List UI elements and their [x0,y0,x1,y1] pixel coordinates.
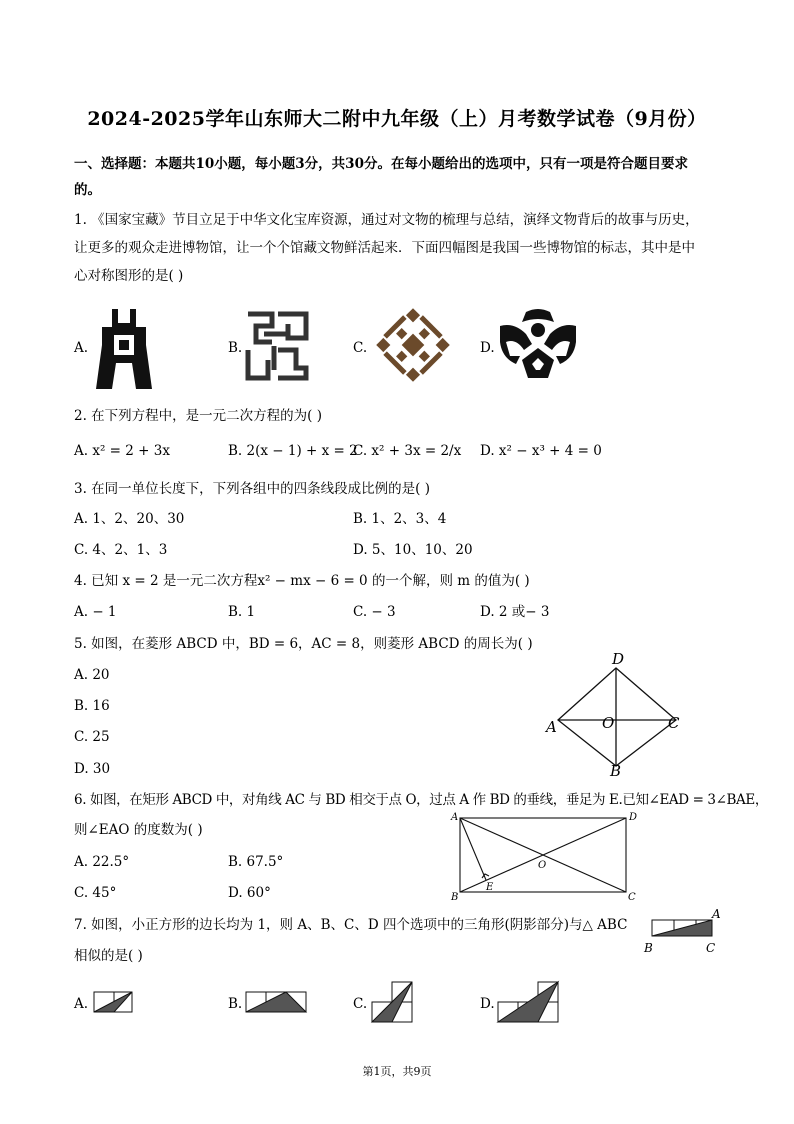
q7-line1: 7. 如图，小正方形的边长均为 1，则 A、B、C、D 四个选项中的三角形(阴影部分)与△ ABC [74,917,628,933]
q2-stem: 2. 在下列方程中，是一元二次方程的为( ) [74,408,322,424]
rect-label-d: D [629,812,638,823]
q6-option-b: B. 67.5° [228,854,284,870]
q1-option-c-label: C. [353,340,368,356]
q1-line2: 让更多的观众走进博物馆，让一个个馆藏文物鲜活起来．下面四幅图是我国一些博物馆的标志，其中是中 [74,240,695,256]
q6-option-a: A. 22.5° [74,854,130,870]
q6-option-d: D. 60° [228,885,271,901]
q5-stem: 5. 如图，在菱形 ABCD 中，BD = 6，AC = 8，则菱形 ABCD 的周长为( ) [74,636,533,652]
museum-logo-d-icon [496,308,580,380]
rhombus-figure [544,650,694,780]
rect-label-b: B [451,892,459,903]
q7-figure-d [498,982,562,1024]
q2-option-c: C. x² + 3x = 2/x [353,443,462,459]
section-heading-cont: 的。 [74,182,101,198]
q3-option-b: B. 1、2、3、4 [353,511,447,527]
museum-logo-a-icon [92,305,156,393]
q5-option-a: A. 20 [74,667,110,683]
q5-option-b: B. 16 [74,698,110,714]
q6-line1: 6. 如图，在矩形 ABCD 中，对角线 AC 与 BD 相交于点 O，过点 A 作 BD 的垂线，垂足为 E.已知∠EAD = 3∠BAE， [74,792,768,808]
abc-label-b: B [644,941,653,955]
q4-option-c: C. − 3 [353,604,396,620]
abc-label-a: A [712,907,721,921]
q7-option-d: D. [480,996,495,1012]
q4-option-d: D. 2 或− 3 [480,604,550,620]
q3-option-c: C. 4、2、1、3 [74,542,168,558]
q1-option-b-label: B. [228,340,243,356]
rect-label-o: O [538,860,547,871]
q7-figure-b [246,992,308,1014]
museum-logo-c-icon [372,304,454,386]
section-heading: 一、选择题：本题共10小题，每小题3分，共30分。在每小题给出的选项中，只有一项是符合题目要求 [74,156,688,172]
q1-option-a-label: A. [74,340,89,356]
rect-label-e: E [486,882,494,893]
q4-option-a: A. − 1 [74,604,117,620]
rect-label-c: C [628,892,636,903]
q3-option-a: A. 1、2、20、30 [74,511,185,527]
page-title: 2024-2025学年山东师大二附中九年级（上）月考数学试卷（9月份） [87,108,707,130]
rhombus-label-o: O [602,714,615,732]
q4-option-b: B. 1 [228,604,256,620]
q3-stem: 3. 在同一单位长度下，下列各组中的四条线段成比例的是( ) [74,481,430,497]
rect-label-a: A [451,812,459,823]
rhombus-label-d: D [612,650,625,668]
rhombus-label-a: A [546,718,557,736]
rhombus-label-c: C [668,714,680,732]
q6-option-c: C. 45° [74,885,117,901]
q7-option-b: B. [228,996,243,1012]
q7-figure-a [94,992,134,1014]
page-footer: 第1页，共9页 [362,1065,432,1078]
abc-label-c: C [706,941,716,955]
q7-option-c: C. [353,996,368,1012]
rectangle-figure [448,810,638,904]
triangle-abc-grid [640,906,724,956]
q7-option-a: A. [74,996,89,1012]
q7-line2: 相似的是( ) [74,948,143,964]
q1-option-d-label: D. [480,340,495,356]
rhombus-label-b: B [610,762,622,780]
q1-line1: 1. 《国家宝藏》节目立足于中华文化宝库资源，通过对文物的梳理与总结，演绎文物背后的故事与历史， [74,212,699,228]
q3-option-d: D. 5、10、10、20 [353,542,473,558]
q7-figure-c [372,982,414,1024]
museum-logo-b-icon [244,310,310,382]
q5-option-d: D. 30 [74,761,111,777]
q4-stem: 4. 已知 x = 2 是一元二次方程x² − mx − 6 = 0 的一个解，则 m 的值为( ) [74,573,530,589]
q2-option-b: B. 2(x − 1) + x = 2 [228,443,358,459]
q5-option-c: C. 25 [74,729,110,745]
q1-line3: 心对称图形的是( ) [74,268,184,284]
q2-option-a: A. x² = 2 + 3x [74,443,170,459]
q6-line2: 则∠EAO 的度数为( ) [74,822,203,838]
q2-option-d: D. x² − x³ + 4 = 0 [480,443,602,459]
